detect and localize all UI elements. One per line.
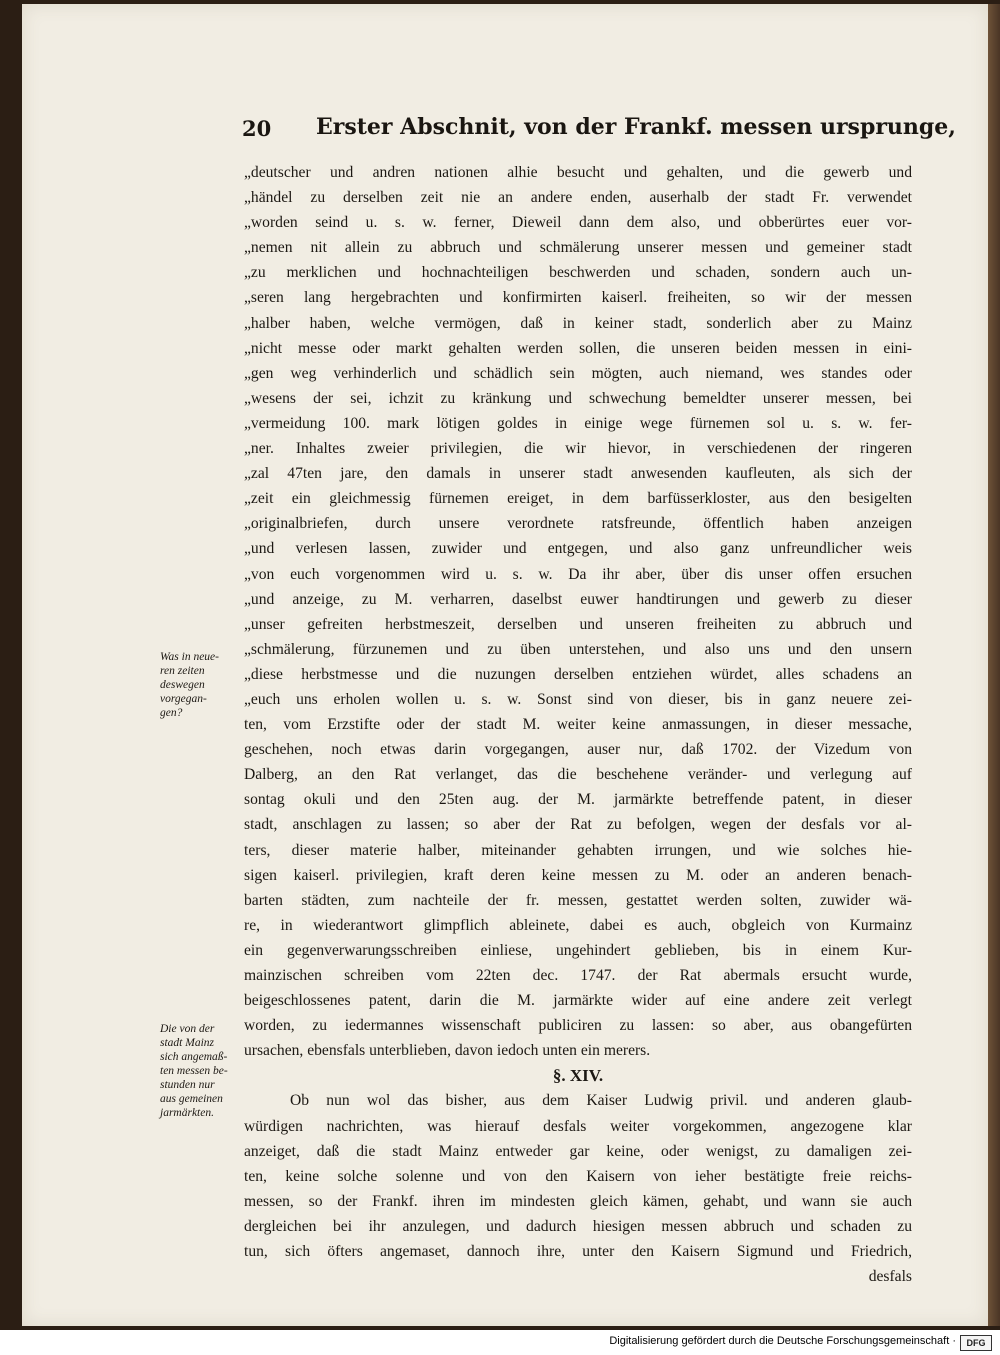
text-line: ten, vom Erzstifte oder der stadt M. weiter keine anmassungen, in dieser messache, bbox=[244, 716, 912, 734]
text-line: tun, sich öfters angemaset, dannoch ihre, unter den Kaisern Sigmund und Friedrich, bbox=[244, 1243, 912, 1261]
marginal-note-recent-times bbox=[160, 650, 240, 720]
text-line: „halber haben, welche vermögen, daß in keiner stadt, sonderlich aber zu Mainz bbox=[244, 314, 912, 332]
text-line: „worden seind u. s. w. ferner, Dieweil dann dem also, und obberürtes euer vor- bbox=[244, 214, 912, 232]
text-line: ten, keine solche solenne und von den Kaisern von ieher bestätigte freie reichs- bbox=[244, 1167, 912, 1185]
text-line: „unser gefreiten herbstmeszeit, derselben und unseren freiheiten zu abbruch und bbox=[244, 615, 912, 633]
marginal-note-line: Die von der bbox=[160, 1023, 215, 1035]
text-line: ursachen, ebensfals unterblieben, davon iedoch unten ein merers. bbox=[244, 1042, 651, 1060]
text-line: „euch uns erholen wollen u. s. w. Sonst sind von dieser, bis in ganz neuere zei- bbox=[244, 690, 912, 708]
text-line: würdigen nachrichten, was hierauf desfals weiter vorgekommen, angezogene klar bbox=[244, 1117, 912, 1135]
text-line: beigeschlossenes patent, darin die M. jarmärkte wider auf eine andere zeit verlegt bbox=[244, 992, 912, 1010]
text-line: „wesens der sei, ichzit zu kränkung und schwechung bemeldter unserer messen, bei bbox=[244, 389, 912, 407]
text-line: sontag okuli und den 25ten aug. der M. jarmärkte betreffende patent, in dieser bbox=[244, 791, 912, 809]
marginal-note-line: gen? bbox=[160, 707, 183, 719]
marginal-note-line: ten messen be- bbox=[160, 1065, 228, 1077]
marginal-note-line: Was in neue- bbox=[160, 651, 219, 663]
text-line: anzeiget, daß die stadt Mainz entweder gar keine, oder wenigst, zu damaligen zei- bbox=[244, 1142, 912, 1160]
page-number: 20 bbox=[242, 116, 272, 141]
marginal-note-mainz-fairs bbox=[160, 1022, 244, 1120]
funding-credit: Digitalisierung gefördert durch die Deutsche Forschungsgemeinschaft · bbox=[609, 1335, 956, 1347]
text-line: sigen kaiserl. privilegien, kraft deren keine messen zu M. oder an anderen benach- bbox=[244, 866, 912, 884]
text-line: „schmälerung, fürzunemen und zu üben unterstehen, und also uns und den unsern bbox=[244, 640, 912, 658]
page-header bbox=[242, 112, 956, 148]
marginal-note-line: ren zeiten bbox=[160, 665, 205, 677]
text-line: „zeit ein gleichmessig fürnemen ereiget, in dem barfüsserkloster, aus den besigelten bbox=[244, 490, 912, 508]
text-line: mainzischen schreiben vom 22ten dec. 1747. der Rat abermals ersucht wurde, bbox=[244, 967, 912, 984]
marginal-note-line: aus gemeinen bbox=[160, 1093, 223, 1105]
marginal-note-line: stadt Mainz bbox=[160, 1037, 214, 1049]
text-line: dergleichen bei ihr anzulegen, und dadurch hiesigen messen abbruch und schaden zu bbox=[244, 1217, 912, 1235]
text-line: geschehen, noch etwas darin vorgegangen, auser nur, daß 1702. der Vizedum von bbox=[244, 741, 912, 759]
marginal-note-line: vorgegan- bbox=[160, 693, 207, 705]
text-line: worden, zu iedermannes wissenschaft publiciren zu lassen: so aber, aus obangefürten bbox=[244, 1017, 912, 1035]
text-line: „gen weg verhinderlich und schädlich sein mögten, auch niemand, wes standes oder bbox=[244, 364, 912, 382]
text-line: „nemen nit allein zu abbruch und schmälerung unserer messen und gemeiner stadt bbox=[244, 239, 912, 257]
text-line: Ob nun wol das bisher, aus dem Kaiser Ludwig privil. und anderen glaub- bbox=[290, 1092, 912, 1110]
text-line: „deutscher und andren nationen alhie besucht und gehalten, und die gewerb und bbox=[244, 164, 912, 181]
text-line: „von euch vorgenommen wird u. s. w. Da ihr aber, über dis unser offen ersuchen bbox=[244, 565, 912, 583]
text-line: ters, dieser materie halber, miteinander gehabten irrungen, und wie solches hie- bbox=[244, 841, 912, 859]
text-line: Dalberg, an den Rat verlanget, das die beschehene veränder- und verlegung auf bbox=[244, 766, 912, 784]
text-line: „und anzeige, zu M. verharren, daselbst euwer handtirungen und gewerb zu dieser bbox=[244, 590, 912, 608]
marginal-note-line: jarmärkten. bbox=[160, 1107, 214, 1119]
text-line: „zu merklichen und hochnachteiligen beschwerden und schaden, sondern auch un- bbox=[244, 264, 912, 282]
text-line: messen, so der Frankf. ihren im mindesten gleich kämen, gehabt, und wann sie auch bbox=[244, 1192, 912, 1210]
text-line: „nicht messe oder markt gehalten werden sollen, die unseren beiden messen in eini- bbox=[244, 339, 912, 357]
dfg-logo-icon: DFG bbox=[960, 1335, 992, 1351]
text-line: „zal 47ten jare, den damals in unserer stadt anwesenden kaufleuten, als sich der bbox=[244, 465, 912, 483]
section-heading: §. XIV. bbox=[552, 1066, 604, 1086]
text-line: „vermeidung 100. mark lötigen goldes in einige wege fürnemen sol u. s. w. fer- bbox=[244, 414, 912, 432]
text-line: „diese herbstmesse und die nuzungen derselben entziehen würdet, alles schadens an bbox=[244, 665, 912, 683]
marginal-note-line: stunden nur bbox=[160, 1079, 215, 1091]
book-spine-edge bbox=[988, 4, 1000, 1326]
marginal-note-line: deswegen bbox=[160, 679, 205, 691]
running-head: Erster Abschnit, von der Frankf. messen ursprunge, bbox=[316, 114, 956, 140]
text-line: „seren lang hergebrachten und konfirmirten kaiserl. freiheiten, so wir der messen bbox=[244, 289, 912, 307]
text-line: re, in wiederantwort glimpflich ableinete, dabei es auch, obgleich von Kurmainz bbox=[244, 916, 912, 934]
text-line: ein gegenverwarungsschreiben einliese, ungehindert geblieben, bis in einem Kur- bbox=[244, 941, 912, 959]
text-line: desfals bbox=[868, 1268, 912, 1286]
text-line: barten städten, zum nachteile der fr. messen, gestattet werden solten, zuwider wä- bbox=[244, 891, 912, 909]
text-line: „originalbriefen, durch unsere verordnete ratsfreunde, öffentlich haben anzeigen bbox=[244, 515, 912, 533]
text-line: „ner. Inhaltes zweier privilegien, die wir hievor, in verschiedenen der ringeren bbox=[244, 440, 912, 458]
digitization-footer bbox=[0, 1330, 1000, 1355]
body-text bbox=[244, 160, 912, 1289]
text-line: „und verlesen lassen, zuwider und entgegen, und also ganz unfreundlicher weis bbox=[244, 540, 912, 558]
text-line: stadt, anschlagen zu lassen; so aber der Rat zu befolgen, wegen der desfals vor al- bbox=[244, 816, 912, 834]
text-line: „händel zu derselben zeit nie an andere enden, auserhalb der stadt Fr. verwendet bbox=[244, 189, 912, 207]
marginal-note-line: sich angemaß- bbox=[160, 1051, 228, 1063]
